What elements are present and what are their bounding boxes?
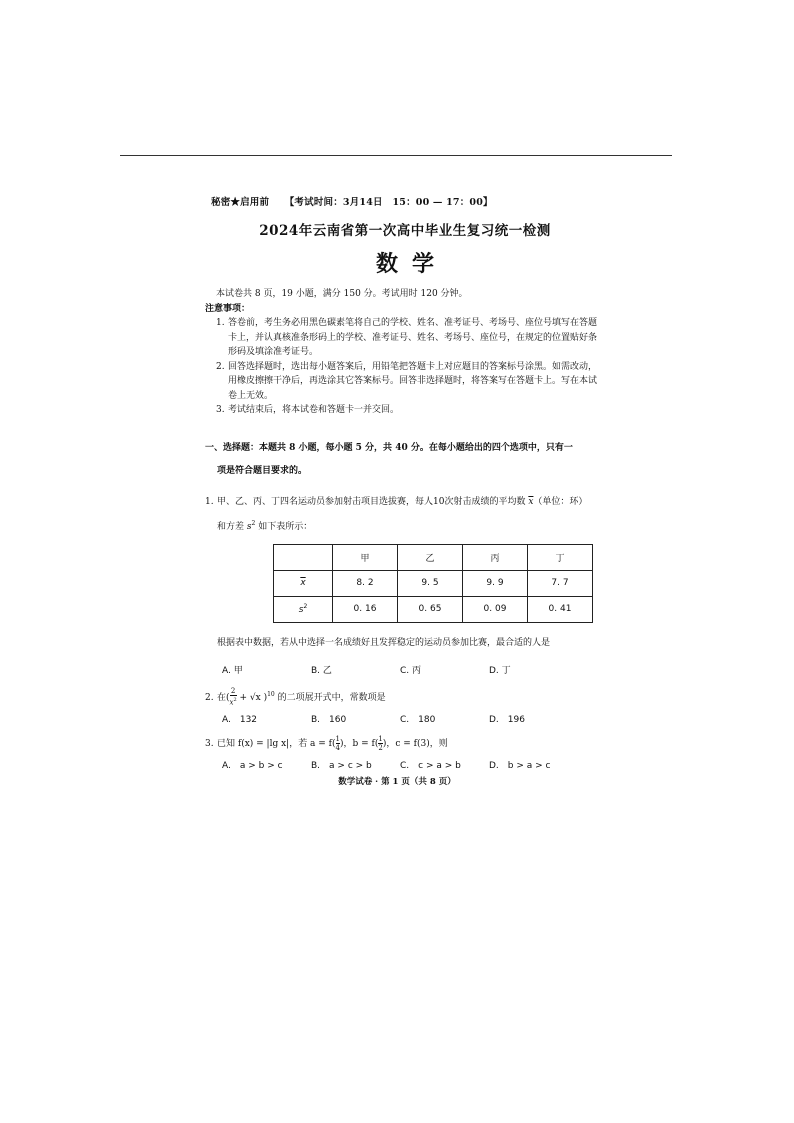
- section-heading: [205, 437, 605, 483]
- table-cell: 0. 65: [398, 596, 463, 622]
- q2-post: 的二项展开式中，常数项是: [274, 692, 386, 703]
- question-1-prompt: 根据表中数据，若从中选择一名成绩好且发挥稳定的运动员参加比赛，最合适的人是: [217, 637, 551, 648]
- notice-item-1: [216, 316, 605, 360]
- section-heading-line2: 项是符合题目要求的。: [217, 465, 308, 476]
- q2-frac-den: $x^2$: [229, 697, 237, 707]
- q3-mid: )，b = f(: [340, 738, 379, 749]
- q3-fraction-1: $\frac{1}{4}$: [335, 734, 340, 752]
- option-d: D. 196: [489, 714, 525, 725]
- option-a: A. 甲: [222, 665, 243, 676]
- page-footer: 数学试卷 · 第 1 页（共 8 页）: [338, 777, 456, 787]
- notice-heading: 注意事项：: [205, 303, 251, 314]
- table-cell: 0. 16: [333, 596, 398, 622]
- question-2-options: [222, 709, 605, 731]
- table-cell: 9. 9: [463, 570, 528, 596]
- question-1-stem-3: 如下表所示：: [258, 521, 313, 532]
- table-cell: 8. 2: [333, 570, 398, 596]
- q3-fraction-2: $\frac{1}{2}$: [378, 734, 383, 752]
- q3-post: )，c = f(3)，则: [382, 738, 448, 749]
- table-cell: 0. 41: [528, 596, 593, 622]
- table-header-cell: 丙: [463, 544, 528, 570]
- exam-page: [205, 196, 605, 777]
- option-d: D. b > a > c: [489, 760, 551, 771]
- option-a: A. a > b > c: [222, 760, 283, 771]
- notice-item-num: 1.: [216, 318, 225, 328]
- question-number: 2.: [205, 692, 214, 703]
- option-c: C. 丙: [400, 665, 422, 676]
- option-b: B. 乙: [311, 665, 332, 676]
- notice-item-num: 2.: [216, 361, 225, 372]
- exam-time: 【考试时间：3月14日 15：00 — 17：00】: [284, 197, 493, 208]
- table-cell: 0. 09: [463, 596, 528, 622]
- mean-symbol: $\overline{x}$: [528, 496, 534, 507]
- q2-exponent: 10: [267, 690, 275, 698]
- option-a: A. 132: [222, 714, 258, 725]
- q2-frac-num: 2: [230, 687, 236, 696]
- subject-title: 数学: [375, 251, 448, 277]
- option-c: C. c > a > b: [400, 760, 461, 771]
- question-3: [205, 733, 605, 755]
- table-header-cell: 丁: [528, 544, 593, 570]
- table-header-cell: [274, 544, 333, 570]
- question-1-stem-2: 和方差: [217, 521, 245, 532]
- q2-fraction: [230, 687, 237, 706]
- option-b: B. 160: [311, 714, 347, 725]
- question-1: 1. 甲、乙、丙、丁四名运动员参加射击项目选拔赛，每人10次射击成绩的平均数 $\overline{x}$（单位：环） 和方差 $s^2$ 如下表所示：: [205, 491, 605, 538]
- option-c: C. 180: [400, 714, 436, 725]
- notice-item-num: 3.: [216, 405, 225, 415]
- variance-symbol: s: [246, 521, 252, 532]
- question-3-options: [222, 755, 605, 777]
- notice-item-text: 考试结束后，将本试卷和答题卡一并交回。: [228, 405, 400, 415]
- scores-table: [273, 544, 593, 623]
- question-number: 1.: [205, 496, 214, 507]
- section-heading-line1: 一、选择题：本题共 8 小题，每小题 5 分，共 40 分。在每小题给出的四个选项中，只有一: [205, 442, 573, 453]
- q2-mid: + √x ): [236, 692, 268, 703]
- notice-item-2: [216, 360, 605, 404]
- table-header-cell: 乙: [398, 544, 463, 570]
- notice-item-text: 答卷前，考生务必用黑色碳素笔将自己的学校、姓名、准考证号、考场号、座位号填写在答题卡上，并认真核准条形码上的学校、准考证号、姓名、考场号、座位号，在规定的位置贴好条形码及填涂准考证号。: [228, 318, 598, 357]
- question-1-unit: （单位：环）: [533, 496, 588, 507]
- notice-item-text: 回答选择题时，选出每小题答案后，用铅笔把答题卡上对应题目的答案标号涂黑。如需改动，用橡皮擦擦干净后，再选涂其它答案标号。回答非选择题时，将答案写在答题卡上。写在本试卷上无效。: [228, 361, 598, 401]
- option-b: B. a > c > b: [311, 760, 372, 771]
- table-cell: 7. 7: [528, 570, 593, 596]
- table-row-label: $s^2$: [274, 596, 333, 622]
- question-1-stem: 甲、乙、丙、丁四名运动员参加射击项目选拔赛，每人10次射击成绩的平均数: [217, 496, 526, 507]
- q2-pre: 在(: [217, 692, 230, 703]
- table-row: [274, 570, 593, 596]
- question-2: [205, 684, 605, 709]
- header-line: [211, 196, 605, 210]
- exam-title: 2024年云南省第一次高中毕业生复习统一检测: [259, 223, 551, 239]
- option-d: D. 丁: [489, 665, 511, 676]
- top-rule: [120, 155, 672, 156]
- table-row-label: $\overline{x}$: [274, 570, 333, 596]
- question-1-options: [222, 660, 605, 682]
- q3-pre: 已知 f(x) = |lg x|，若 a = f(: [217, 738, 336, 749]
- table-row: [274, 596, 593, 622]
- intro-text: 本试卷共 8 页，19 小题，满分 150 分。考试用时 120 分钟。: [216, 289, 468, 299]
- question-number: 3.: [205, 738, 214, 749]
- table-cell: 9. 5: [398, 570, 463, 596]
- variance-label: s: [298, 605, 304, 615]
- table-header-cell: 甲: [333, 544, 398, 570]
- secret-label: 秘密★启用前: [211, 197, 270, 208]
- notice-item-3: [216, 403, 605, 418]
- table-row: [274, 544, 593, 570]
